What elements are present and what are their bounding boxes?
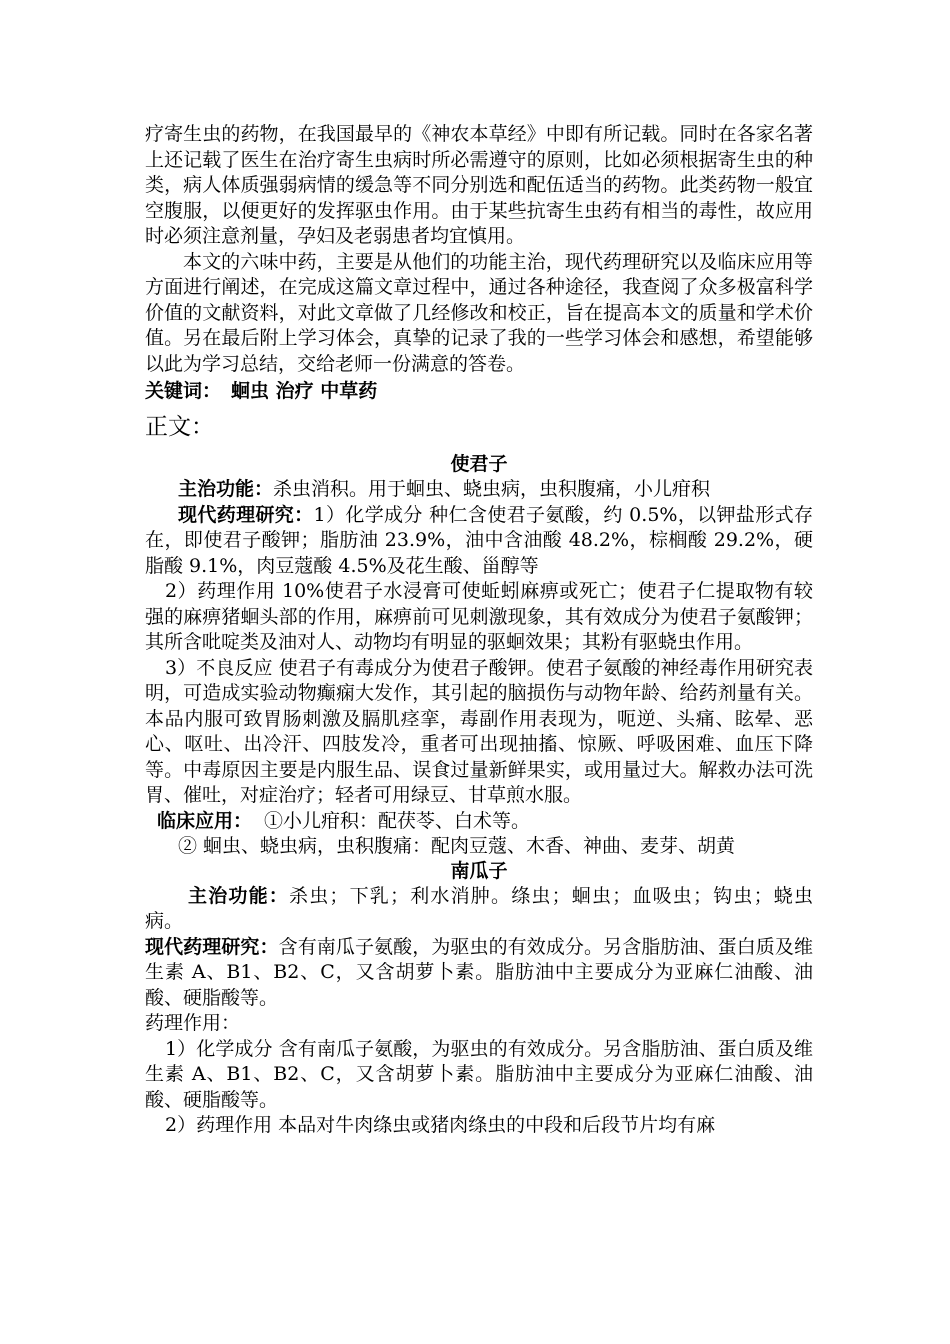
body-heading: 正文： xyxy=(145,414,214,440)
section-title-nanguazi: 南瓜子 xyxy=(450,859,508,882)
clinical-label: 临床应用： xyxy=(157,809,253,832)
keywords-label: 关键词： xyxy=(145,380,222,402)
clinical-item-2: ② 蛔虫、蛲虫病，虫积腹痛：配肉豆蔻、木香、神曲、麦芽、胡黄 xyxy=(178,835,736,857)
pharmacology-text: 1）化学成分 种仁含使君子氨酸，约 0.5%，以钾盐形式存在，即使君子酸钾；脂肪油 23.9%，油中含油酸 48.2%，棕榈酸 29.2%，硬脂酸 9.1%，肉豆蔻酸 4.5%及花生酸、甾醇等 xyxy=(145,503,813,577)
nanguazi-item-1: 1）化学成分 含有南瓜子氨酸，为驱虫的有效成分。另含脂肪油、蛋白质及维生素 A、B1、B2、C，又含胡萝卜素。脂肪油中主要成分为亚麻仁油酸、油酸、硬脂酸等。 xyxy=(145,1037,813,1111)
function-text: 杀虫消积。用于蛔虫、蛲虫病，虫积腹痛，小儿疳积 xyxy=(273,478,711,500)
function-label: 主治功能： xyxy=(188,884,289,907)
clinical-line-1 xyxy=(145,809,813,835)
pharmacology-text: 含有南瓜子氨酸，为驱虫的有效成分。另含脂肪油、蛋白质及维生素 A、B1、B2、C，又含胡萝卜素。脂肪油中主要成分为亚麻仁油酸、油酸、硬脂酸等。 xyxy=(145,935,813,1009)
clinical-item-1: ①小儿疳积：配茯苓、白术等。 xyxy=(264,809,531,832)
function-label: 主治功能： xyxy=(178,478,274,500)
function-paragraph-nanguazi xyxy=(145,884,813,935)
keywords-value: 蛔虫 治疗 中草药 xyxy=(231,380,378,402)
document-page xyxy=(145,122,813,1139)
pharmacology-action-label: 药理作用： xyxy=(145,1012,241,1034)
pharmacology-paragraph-shijunzi xyxy=(145,503,813,580)
adverse-reaction-item-3: 3）不良反应 使君子有毒成分为使君子酸钾。使君子氨酸的神经毒作用研究表明，可造成实验动物癫痫大发作，其引起的脑损伤与动物年龄、给药剂量有关。本品内服可致胃肠刺激及膈肌痉挛，毒副作用表现为，呃逆、头痛、眩晕、恶心、呕吐、出冷汗、四肢发冷，重者可出现抽搐、惊厥、呼吸困难、血压下降等。中毒原因主要是内服生品、误食过量新鲜果实，或用量过大。解救办法可洗胃、催吐，对症治疗；轻者可用绿豆、甘草煎水服。 xyxy=(145,656,813,806)
function-text: 杀虫；下乳；利水消肿。绦虫；蛔虫；血吸虫；钩虫；蛲虫病。 xyxy=(145,884,813,932)
intro-paragraph-1: 疗寄生虫的药物，在我国最早的《神农本草经》中即有所记载。同时在各家名著上还记载了医生在治疗寄生虫病时所必需遵守的原则，比如必须根据寄生虫的种类，病人体质强弱病情的缓急等不同分别选和配伍适当的药物。此类药物一般宜空腹服，以便更好的发挥驱虫作用。由于某些抗寄生虫药有相当的毒性，故应用时必须注意剂量，孕妇及老弱患者均宜慎用。 xyxy=(145,123,813,247)
pharmacology-item-2: 2）药理作用 10%使君子水浸膏可使蚯蚓麻痹或死亡；使君子仁提取物有较强的麻痹猪蛔头部的作用，麻痹前可见刺激现象，其有效成分为使君子氨酸钾；其所含吡啶类及油对人、动物均有明显的驱蛔效果；其粉有驱蛲虫作用。 xyxy=(145,580,813,653)
intro-paragraph-2: 本文的六味中药，主要是从他们的功能主治，现代药理研究以及临床应用等方面进行阐述，在完成这篇文章过程中，通过各种途径，我查阅了众多极富科学价值的文献资料，对此文章做了几经修改和校正，旨在提高本文的质量和学术价值。另在最后附上学习体会，真挚的记录了我的一些学习体会和感想，希望能够以此为学习总结，交给老师一份满意的答卷。 xyxy=(145,250,813,375)
nanguazi-item-2: 2）药理作用 本品对牛肉绦虫或猪肉绦虫的中段和后段节片均有麻 xyxy=(165,1114,716,1136)
keywords-line xyxy=(145,377,813,405)
section-title-shijunzi: 使君子 xyxy=(450,453,508,475)
pharmacology-label: 现代药理研究： xyxy=(178,503,314,526)
pharmacology-paragraph-nanguazi xyxy=(145,935,813,1012)
pharmacology-label: 现代药理研究： xyxy=(145,935,279,958)
function-line-shijunzi xyxy=(145,477,813,503)
